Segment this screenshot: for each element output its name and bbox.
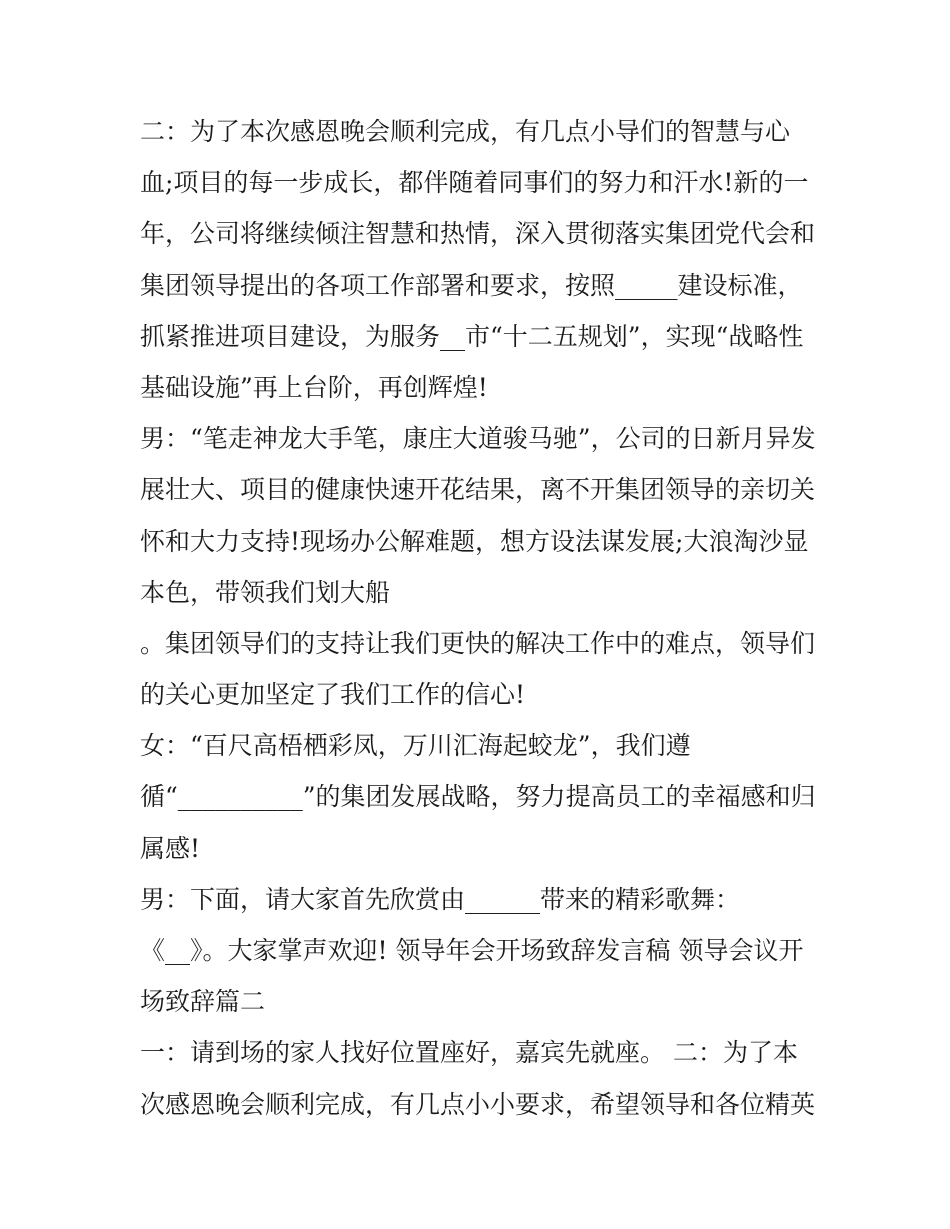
text-line: 男：“笔走神龙大手笔，康庄大道骏马驰”，公司的日新月异发 [140,424,816,454]
text-line: 一：请到场的家人找好位置座好，嘉宾先就座。 二：为了本 [140,1038,798,1068]
text-line: 抓紧推进项目建设，为服务__市“十二五规划”，实现“战略性 [140,321,804,351]
text-line: 场致辞篇二 [140,987,266,1017]
text-line: 循“__________”的集团发展战略，努力提高员工的幸福感和归 [140,782,816,812]
text-line: 女：“百尺高梧栖彩凤，万川汇海起蛟龙”，我们遵 [140,731,691,761]
text-line: 年，公司将继续倾注智慧和热情，深入贯彻落实集团党代会和 [140,219,816,249]
document-body [140,106,820,1130]
text-line: 集团领导提出的各项工作部署和要求，按照_____建设标准， [140,270,803,300]
text-line: 展壮大、项目的健康快速开花结果，离不开集团领导的亲切关 [140,475,816,505]
text-line: 的关心更加坚定了我们工作的信心! [140,680,526,710]
text-line: 本色，带领我们划大船 [140,577,391,607]
text-line: 。集团领导们的支持让我们更快的解决工作中的难点，领导们 [140,628,816,658]
text-line: 二：为了本次感恩晚会顺利完成，有几点小导们的智慧与心 [140,117,791,146]
text-line: 次感恩晚会顺利完成，有几点小小要求，希望领导和各位精英 [140,1089,816,1119]
text-line: 《__》。大家掌声欢迎! 领导年会开场致辞发言稿 领导会议开 [140,936,804,965]
text-line: 基础设施”再上台阶，再创辉煌! [140,372,488,402]
text-line: 血;项目的每一步成长，都伴随着同事们的努力和汗水!新的一 [140,168,809,198]
text-line: 怀和大力支持!现场办公解难题，想方设法谋发展;大浪淘沙显 [140,526,809,556]
text-line: 男：下面，请大家首先欣赏由______带来的精彩歌舞： [140,884,741,914]
text-line: 属感! [140,833,201,863]
